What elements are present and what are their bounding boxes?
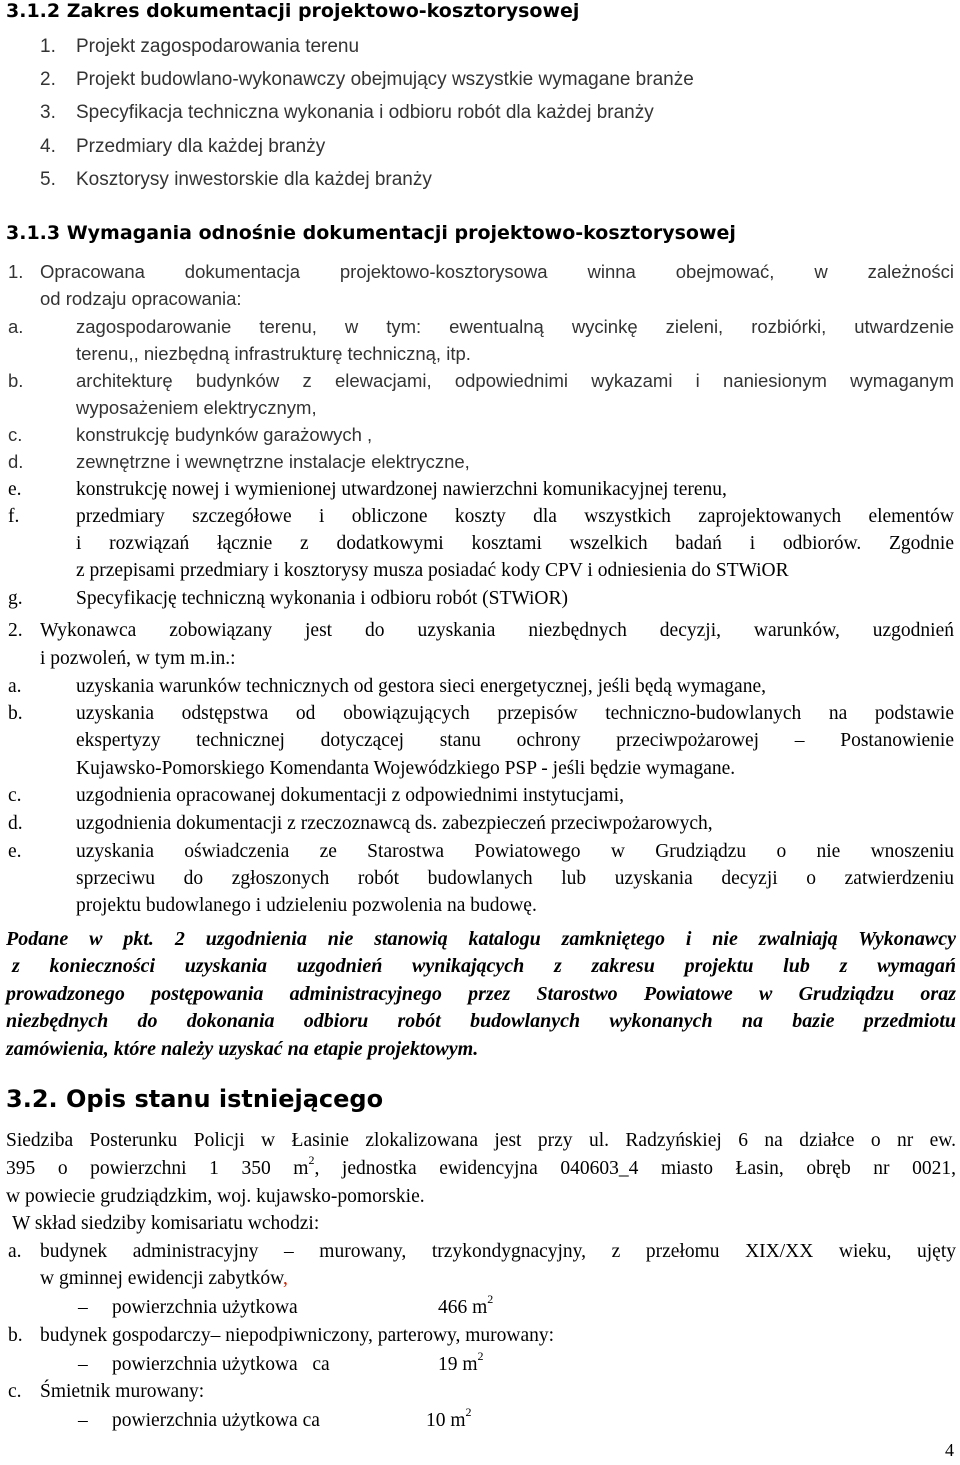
page-number: 4: [945, 1440, 954, 1460]
section-heading-3-1-2: 3.1.2 Zakres dokumentacji projektowo-kosztorysowej: [6, 0, 580, 22]
document-page: 3.1.2 Zakres dokumentacji projektowo-kosztorysowej 1. Projekt zagospodarowania terenu 2. Projekt budowlano-wykonawczy obejmujący wszystkie wymagane branże 3. Specyfikacja techniczna wykonania i odbioru robót dla każdej branży 4. Przedmiary dla każdej branży 5. Kosztorysy inwestorskie dla każdej branży 3.1.3 Wymagania odnośnie dokumentacji projektowo-kosztorysowej 1. Opracowana dokumentacja projektowo-kosztorysowa winna obejmować, w zależności od rodzaju opracowania: a. zagospodarowanie terenu, w tym: ewentualną wycinkę zieleni, rozbiórki, utwardzenie terenu,, niezbędną infrastrukturę techniczną, itp. b. architekturę budynków z elewacjami, odpowiednimi wykazami i naniesionym wymaganym wyposażeniem elektrycznym, c. konstrukcję budynków garażowych , d. zewnętrzne i wewnętrzne instalacje elektryczne, e. konstrukcję nowej i wymienionej utwardzonej nawierzchni komunikacyjnej terenu, f. przedmiary szczegółowe i obliczone koszty dla wszystkich zaprojektowanych elementów i rozwiązań łącznie z dodatkowymi kosztami wszelkich badań i odbiorów. Zgodnie z przepisami przedmiary i kosztorysy musza posiadać kody CPV i odniesienia do STWiOR g. Specyfikację techniczną wykonania i odbioru robót (STWiOR) 2. Wykonawca zobowiązany jest do uzyskania niezbędnych decyzji, warunków, uzgodnień i pozwoleń, w tym m.in.: a. uzyskania warunków technicznych od gestora sieci energetycznej, jeśli będą wymagane, b. uzyskania odstępstwa od obowiązujących przepisów techniczno-budowlanych na podstawie ekspertyzy technicznej dotyczącej stanu ochrony przeciwpożarowej – Postanowienie Kujawsko-Pomorskiego Komendanta Wojewódzkiego PSP - jeśli będzie wymagane. c. uzgodnienia opracowanej dokumentacji z odpowiednimi instytucjami, d. uzgodnienia dokumentacji z rzeczoznawcą ds. zabezpieczeń przeciwpożarowych, e. uzyskania oświadczenia ze Starostwa Powiatowego w Grudziądzu o nie wnoszeniu sprzeciwu do zgłoszonych robót budowlanych lub uzyskania decyzji o zatwierdzeniu projektu budowlanego i udzieleniu pozwolenia na budowę. Podane w pkt. 2 uzgodnienia nie stanowią katalogu zamkniętego i nie zwalniają Wykonawcy z konieczności uzyskania uzgodnień wynikających z zakresu projektu lub z wymagań prowadzonego postępowania administracyjnego przez Starostwo Powiatowe w Grudziądzu oraz niezbędnych do dokonania odbioru robót budowlanych wykonanych na bazie przedmiotu zamówienia, które należy uzyskać na etapie projektowym. 3.2. Opis stanu istniejącego Siedziba Posterunku Policji w Łasinie zlokalizowana jest przy ul. Radzyńskiej 6 na działce o nr ew. 395 o powierzchni 1 350 $m^2$, jednostka ewidencyjna 040603_4 miasto Łasin, obręb nr 0021, w powiecie grudziądzkim, woj. kujawsko-pomorskie. W skład siedziby komisariatu wchodzi: a. budynek administracyjny – murowany, trzykondygnacyjny, z przełomu XIX/XX wieku, ujęty w gminnej ewidencji zabytków, – powierzchnia użytkowa 466 $m^2$ b. budynek gospodarczy– niepodpiwniczony, parterowy, murowany: – powierzchnia użytkowa ca 19 $m^2$ c. Śmietnik murowany: – powierzchnia użytkowa ca 10 $m^2$ 4: [6, 0, 957, 1460]
plot-line: 395 o powierzchni 1 350 $m^2$, jednostka ewidencyjna 040603_4 miasto Łasin, obręb nr 0021,: [6, 1152, 957, 1179]
section-heading-3-1-3: 3.1.3 Wymagania odnośnie dokumentacji projektowo-kosztorysowej: [6, 222, 736, 244]
list-item: 4. Przedmiary dla każdej branży: [40, 136, 326, 157]
section-heading-3-2: 3.2. Opis stanu istniejącego: [6, 1085, 384, 1113]
list-item: 3. Specyfikacja techniczna wykonania i odbioru robót dla każdej branży: [40, 102, 654, 123]
list-item: 5. Kosztorysy inwestorskie dla każdej branży: [40, 169, 432, 190]
list-item: 1. Projekt zagospodarowania terenu: [40, 36, 360, 57]
list-item: 2. Projekt budowlano-wykonawczy obejmujący wszystkie wymagane branże: [40, 69, 694, 90]
